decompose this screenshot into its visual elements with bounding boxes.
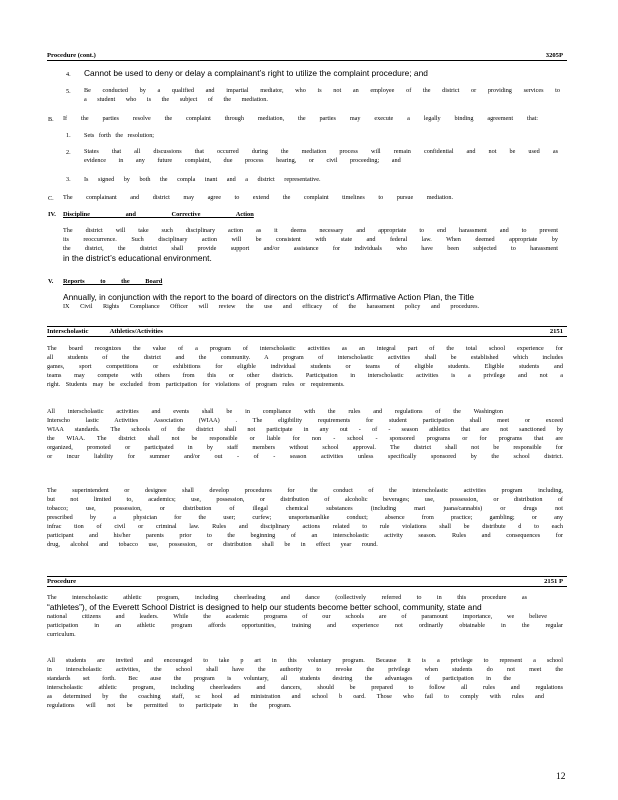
header-right: 3205P (545, 52, 563, 59)
section-iv-line: its reoccurrence. Such disciplinary action will be consistent with state and federal law. When deemed appropriate by (63, 236, 558, 243)
paragraph-line: WIAA standards. The schools of the district shall not participate in any out - of - season athletics that are not sanctioned by (47, 426, 563, 433)
page-number: 12 (556, 772, 566, 782)
paragraph-line: The board recognizes the value of a program of interscholastic activities as an integral part of the total school experience for (47, 345, 563, 352)
section-iv-line: The district will take such disciplinary action as it deems necessary and appropriate to end harassment and to prevent (63, 227, 558, 234)
paragraph-line: or incur liability for summer and/or out - of - season activities unless specifically sponsored by the school district. (47, 453, 563, 460)
paragraph-line: games, sport competitions or exhibitions for eligible individual students or teams of eligible students. Eligible students and (47, 363, 563, 370)
section-iv-label: IV. (48, 211, 56, 218)
paragraph-line: organized, promoted or participated in by staff members without school approval. The district shall not be responsible for (47, 444, 563, 451)
paragraph-line: as determined by the coaching staff, sc hool ad ministration and school b oard. Those who fail to comply with rules and (47, 693, 544, 700)
header-right: 2151 P (544, 578, 563, 585)
item-4-number: 4. (66, 71, 71, 78)
header-rule (47, 326, 567, 327)
header-rule (47, 576, 567, 577)
item-b-label: B. (48, 116, 54, 123)
paragraph-line: All interscholastic activities and events shall be in compliance with the rules and regulations of the Washington (47, 408, 503, 415)
interscholastic-header (47, 328, 567, 339)
header-rule (47, 336, 567, 337)
paragraph-line: interscholastic athletic program, including cheerleaders and dancers, should be prepared to follow all rules and regulations (47, 684, 563, 691)
header-left: Interscholastic Athletics/Activities (47, 328, 163, 335)
paragraph-line: national citizens and leaders. While the academic programs of our schools are of paramount importance, we believe (47, 613, 547, 620)
paragraph-line: infrac tion of civil or criminal law. Rules and disciplinary actions related to rule violations shall be distribute d to each (47, 523, 563, 530)
item-5-line: a student who is the subject of the mediation. (84, 96, 268, 103)
item-b-text: If the parties resolve the complaint through mediation, the parties may execute a legally binding agreement that: (63, 115, 538, 122)
section-v-title: Reports to the Board (63, 278, 163, 285)
paragraph-line: participation in an athletic program affords opportunities, training and experience not ordinarily obtainable in the regular (47, 622, 563, 629)
header-rule (47, 586, 567, 587)
header-left: Procedure (cont.) (47, 52, 96, 59)
paragraph-line: in interscholastic activities, the school shall have the authority to revoke the privilege when students do not meet the (47, 666, 563, 673)
paragraph-line: participant and his/her parents prior to the beginning of an interscholastic activity season. Rules and consequences for (47, 532, 563, 539)
paragraph-line: Interscho lastic Activities Association (WIAA) . The eligibility requirements for student participation shall meet or exceed (47, 417, 563, 424)
section-iv-title: Discipline and Corrective Action (63, 211, 254, 218)
paragraph-line: curriculum. (47, 631, 76, 638)
paragraph-line: regulations will not be permitted to participate in the program. (47, 702, 292, 709)
paragraph-line: “athletes”), of the Everett School District is designed to help our students become better school, community, state and (47, 602, 482, 612)
item-4-text: Cannot be used to deny or delay a complainant’s right to utilize the complaint procedure; and (84, 68, 428, 78)
section-iv-line: in the district’s educational environment. (63, 253, 212, 263)
header-right: 2151 (549, 328, 563, 335)
b2-number: 2. (66, 149, 71, 156)
paragraph-line: standards set forth. Bec ause the program is voluntary, all students desiring the advantages of participation in the (47, 675, 511, 682)
b2-line: evidence in any future complaint, due process hearing, or civil proceeding; and (84, 157, 401, 164)
paragraph-line: The interscholastic athletic program, including cheerleading and dance (collectively referred to in this procedure as (47, 594, 527, 601)
section-iv-line: the district, the district shall provide support and/or assistance for individuals who have been subjected to harassment (63, 245, 558, 252)
paragraph-line: The superintendent or designee shall develop procedures for the conduct of the interscholastic activities program including, (47, 487, 563, 494)
b3-text: Is signed by both the compla inant and a district representative. (84, 176, 321, 183)
section-v-line: IX Civil Rights Compliance Officer will review the use and efficacy of the harassment policy and procedures. (63, 303, 480, 310)
procedure-cont-header (47, 52, 567, 63)
paragraph-line: all students of the district and the community. A program of interscholastic activities shall be established which includes (47, 354, 563, 361)
b3-number: 3. (66, 176, 71, 183)
header-left: Procedure (47, 578, 77, 585)
paragraph-line: teams may compete with others from this or other districts. Participation in interscholastic activities is a privilege and not a (47, 372, 563, 379)
paragraph-line: prescribed by a physician for the user; curfew; unsportsmanlike conduct; absence from practice; gambling; or any (47, 514, 563, 521)
paragraph-line: tobacco; use, possession, or distribution of illegal chemical substances (including mari juana/cannabis) or drugs not (47, 505, 563, 512)
paragraph-line: right. Students may be excluded from participation for violations of program rules or requirements. (47, 381, 345, 388)
header-rule (47, 60, 567, 61)
item-c-text: The complainant and district may agree to extend the complaint timelines to pursue mediation. (63, 194, 453, 201)
procedure-header (47, 578, 567, 589)
paragraph-line: All students are invited and encouraged to take p art in this voluntary program. Because it is a privilege to represent a school (47, 657, 563, 664)
b2-line: States that all discussions that occurred during the mediation process will remain confidential and not be used as (84, 148, 558, 155)
section-v-label: V. (48, 278, 54, 285)
section-v-line: Annually, in conjunction with the report to the board of directors on the district’s Affirmative Action Plan, the Title (63, 292, 475, 302)
b1-number: 1. (66, 132, 71, 139)
item-c-label: C. (48, 195, 54, 202)
item-5-line: Be conducted by a qualified and impartial mediator, who is not an employee of the district or providing services to (84, 87, 560, 94)
paragraph-line: the WIAA. The district shall not be responsible or liable for non - school - sponsored programs or for programs that are (47, 435, 563, 442)
item-5-number: 5. (66, 88, 71, 95)
paragraph-line: but not limited to, academics; use, possession, or distribution of alcoholic beverages; use, possession, or distribution of (47, 496, 563, 503)
paragraph-line: drug, alcohol and tobacco use, possession, or distribution shall be in effect year round. (47, 541, 378, 548)
b1-text: Sets forth the resolution; (84, 132, 155, 139)
